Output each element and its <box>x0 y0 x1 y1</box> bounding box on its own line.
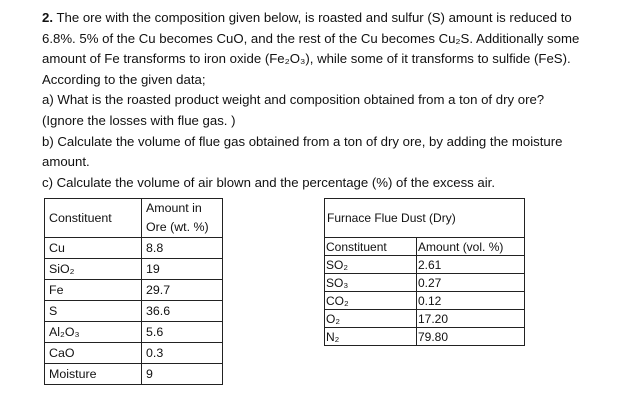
flue-amount: 0.27 <box>417 274 525 292</box>
table-row <box>325 256 525 274</box>
flue-constituent: SO₃ <box>325 274 417 292</box>
table-row <box>325 328 525 346</box>
problem-line-2: 6.8%. 5% of the Cu becomes CuO, and the rest of the Cu becomes Cu₂S. Additionally some <box>42 30 580 46</box>
ore-amount: 8.8 <box>142 238 223 259</box>
ore-constituent: Fe <box>45 280 142 301</box>
ore-constituent: SiO₂ <box>45 259 142 280</box>
ore-constituent: Al₂O₃ <box>45 322 142 343</box>
problem-line-3: amount of Fe transforms to iron oxide (Fe₂O₃), while some of it transforms to sulfide (FeS). <box>42 51 571 67</box>
table-row <box>325 310 525 328</box>
flue-amount: 2.61 <box>417 256 525 274</box>
flue-table-title-row <box>325 199 525 238</box>
problem-text <box>42 8 632 193</box>
ore-header-amount-line-1: Amount in <box>146 201 202 215</box>
question-c: c) Calculate the volume of air blown and the percentage (%) of the excess air. <box>42 174 496 190</box>
ore-amount: 5.6 <box>142 322 223 343</box>
table-row <box>45 343 223 364</box>
flue-dust-table <box>324 198 525 346</box>
ore-header-amount-line-2: Ore (wt. %) <box>146 220 209 234</box>
table-row <box>45 301 223 322</box>
flue-table-title: Furnace Flue Dust (Dry) <box>325 199 525 238</box>
ore-amount: 0.3 <box>142 343 223 364</box>
ore-header-constituent: Constituent <box>45 199 142 238</box>
flue-constituent: CO₂ <box>325 292 417 310</box>
ore-header-amount <box>142 199 223 238</box>
flue-table-header-row <box>325 238 525 256</box>
question-a-line-2: (Ignore the losses with flue gas. ) <box>42 112 236 128</box>
ore-constituent: CaO <box>45 343 142 364</box>
ore-composition-table <box>44 198 223 385</box>
table-row <box>45 259 223 280</box>
table-row <box>325 292 525 310</box>
ore-constituent: S <box>45 301 142 322</box>
ore-table-header-row <box>45 199 223 238</box>
table-row <box>45 280 223 301</box>
flue-header-amount: Amount (vol. %) <box>417 238 525 256</box>
flue-amount: 0.12 <box>417 292 525 310</box>
flue-header-constituent: Constituent <box>325 238 417 256</box>
question-b-line-1: b) Calculate the volume of flue gas obtained from a ton of dry ore, by adding the moisture <box>42 133 563 149</box>
ore-constituent: Moisture <box>45 364 142 385</box>
table-row <box>45 364 223 385</box>
problem-line-1-text: The ore with the composition given below, is roasted and sulfur (S) amount is reduced to <box>56 10 572 25</box>
ore-amount: 9 <box>142 364 223 385</box>
table-row <box>45 322 223 343</box>
ore-amount: 19 <box>142 259 223 280</box>
flue-amount: 79.80 <box>417 328 525 346</box>
flue-constituent: SO₂ <box>325 256 417 274</box>
question-b-line-2: amount. <box>42 154 90 170</box>
ore-constituent: Cu <box>45 238 142 259</box>
problem-line-1 <box>42 8 632 29</box>
flue-constituent: N₂ <box>325 328 417 346</box>
question-a-line-1: a) What is the roasted product weight and composition obtained from a ton of dry ore? <box>42 92 545 108</box>
flue-amount: 17.20 <box>417 310 525 328</box>
table-row <box>45 238 223 259</box>
flue-constituent: O₂ <box>325 310 417 328</box>
problem-line-4: According to the given data; <box>42 71 206 87</box>
question-number: 2. <box>42 10 53 25</box>
ore-amount: 36.6 <box>142 301 223 322</box>
table-row <box>325 274 525 292</box>
ore-amount: 29.7 <box>142 280 223 301</box>
